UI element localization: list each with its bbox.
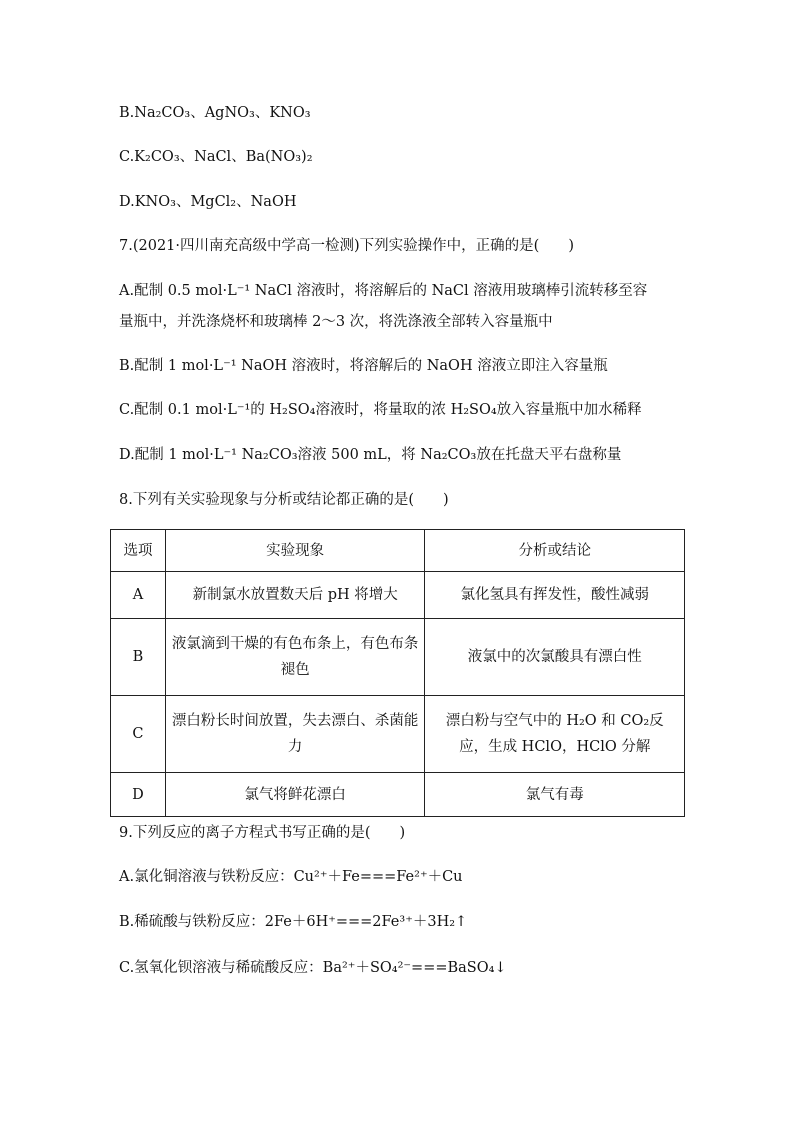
row-phenomenon: 氯气将鲜花漂白 xyxy=(165,773,425,817)
row-option: B xyxy=(111,619,166,696)
q6-option-d: D.KNO₃、MgCl₂、NaOH xyxy=(119,194,297,210)
q7-option-a-line2: 量瓶中，并洗涤烧杯和玻璃棒 2～3 次，将洗涤液全部转入容量瓶中 xyxy=(119,314,553,330)
q7-stem: 7.(2021·四川南充高级中学高一检测)下列实验操作中，正确的是( ) xyxy=(119,238,574,254)
row-conclusion: 液氯中的次氯酸具有漂白性 xyxy=(425,619,685,696)
row-option: A xyxy=(111,572,166,619)
table-header-row xyxy=(111,530,685,572)
q7-option-d: D.配制 1 mol·L⁻¹ Na₂CO₃溶液 500 mL，将 Na₂CO₃放在托盘天平右盘称量 xyxy=(119,447,622,463)
header-option: 选项 xyxy=(111,530,166,572)
q6-option-c: C.K₂CO₃、NaCl、Ba(NO₃)₂ xyxy=(119,149,313,165)
table-row xyxy=(111,619,685,696)
header-phenomenon: 实验现象 xyxy=(165,530,425,572)
row-conclusion: 漂白粉与空气中的 H₂O 和 CO₂反应，生成 HClO，HClO 分解 xyxy=(425,696,685,773)
row-phenomenon: 液氯滴到干燥的有色布条上，有色布条褪色 xyxy=(165,619,425,696)
row-option: C xyxy=(111,696,166,773)
table-row xyxy=(111,696,685,773)
row-phenomenon: 新制氯水放置数天后 pH 将增大 xyxy=(165,572,425,619)
table-row xyxy=(111,572,685,619)
q9-option-a: A.氯化铜溶液与铁粉反应：Cu²⁺＋Fe===Fe²⁺＋Cu xyxy=(119,869,463,885)
q9-option-b: B.稀硫酸与铁粉反应：2Fe＋6H⁺===2Fe³⁺＋3H₂↑ xyxy=(119,914,468,930)
row-conclusion: 氯气有毒 xyxy=(425,773,685,817)
q8-table xyxy=(110,529,685,817)
q7-option-b: B.配制 1 mol·L⁻¹ NaOH 溶液时，将溶解后的 NaOH 溶液立即注入容量瓶 xyxy=(119,358,608,374)
row-phenomenon: 漂白粉长时间放置，失去漂白、杀菌能力 xyxy=(165,696,425,773)
q6-option-b: B.Na₂CO₃、AgNO₃、KNO₃ xyxy=(119,105,311,121)
q7-option-c: C.配制 0.1 mol·L⁻¹的 H₂SO₄溶液时，将量取的浓 H₂SO₄放入容量瓶中加水稀释 xyxy=(119,402,642,418)
q9-option-c: C.氢氧化钡溶液与稀硫酸反应：Ba²⁺＋SO₄²⁻===BaSO₄↓ xyxy=(119,960,507,976)
row-conclusion: 氯化氢具有挥发性，酸性减弱 xyxy=(425,572,685,619)
header-conclusion: 分析或结论 xyxy=(425,530,685,572)
row-option: D xyxy=(111,773,166,817)
q7-option-a-line1: A.配制 0.5 mol·L⁻¹ NaCl 溶液时，将溶解后的 NaCl 溶液用玻璃棒引流转移至容 xyxy=(119,283,648,299)
table-row xyxy=(111,773,685,817)
q8-stem: 8.下列有关实验现象与分析或结论都正确的是( ) xyxy=(119,492,449,508)
q9-stem: 9.下列反应的离子方程式书写正确的是( ) xyxy=(119,825,406,841)
